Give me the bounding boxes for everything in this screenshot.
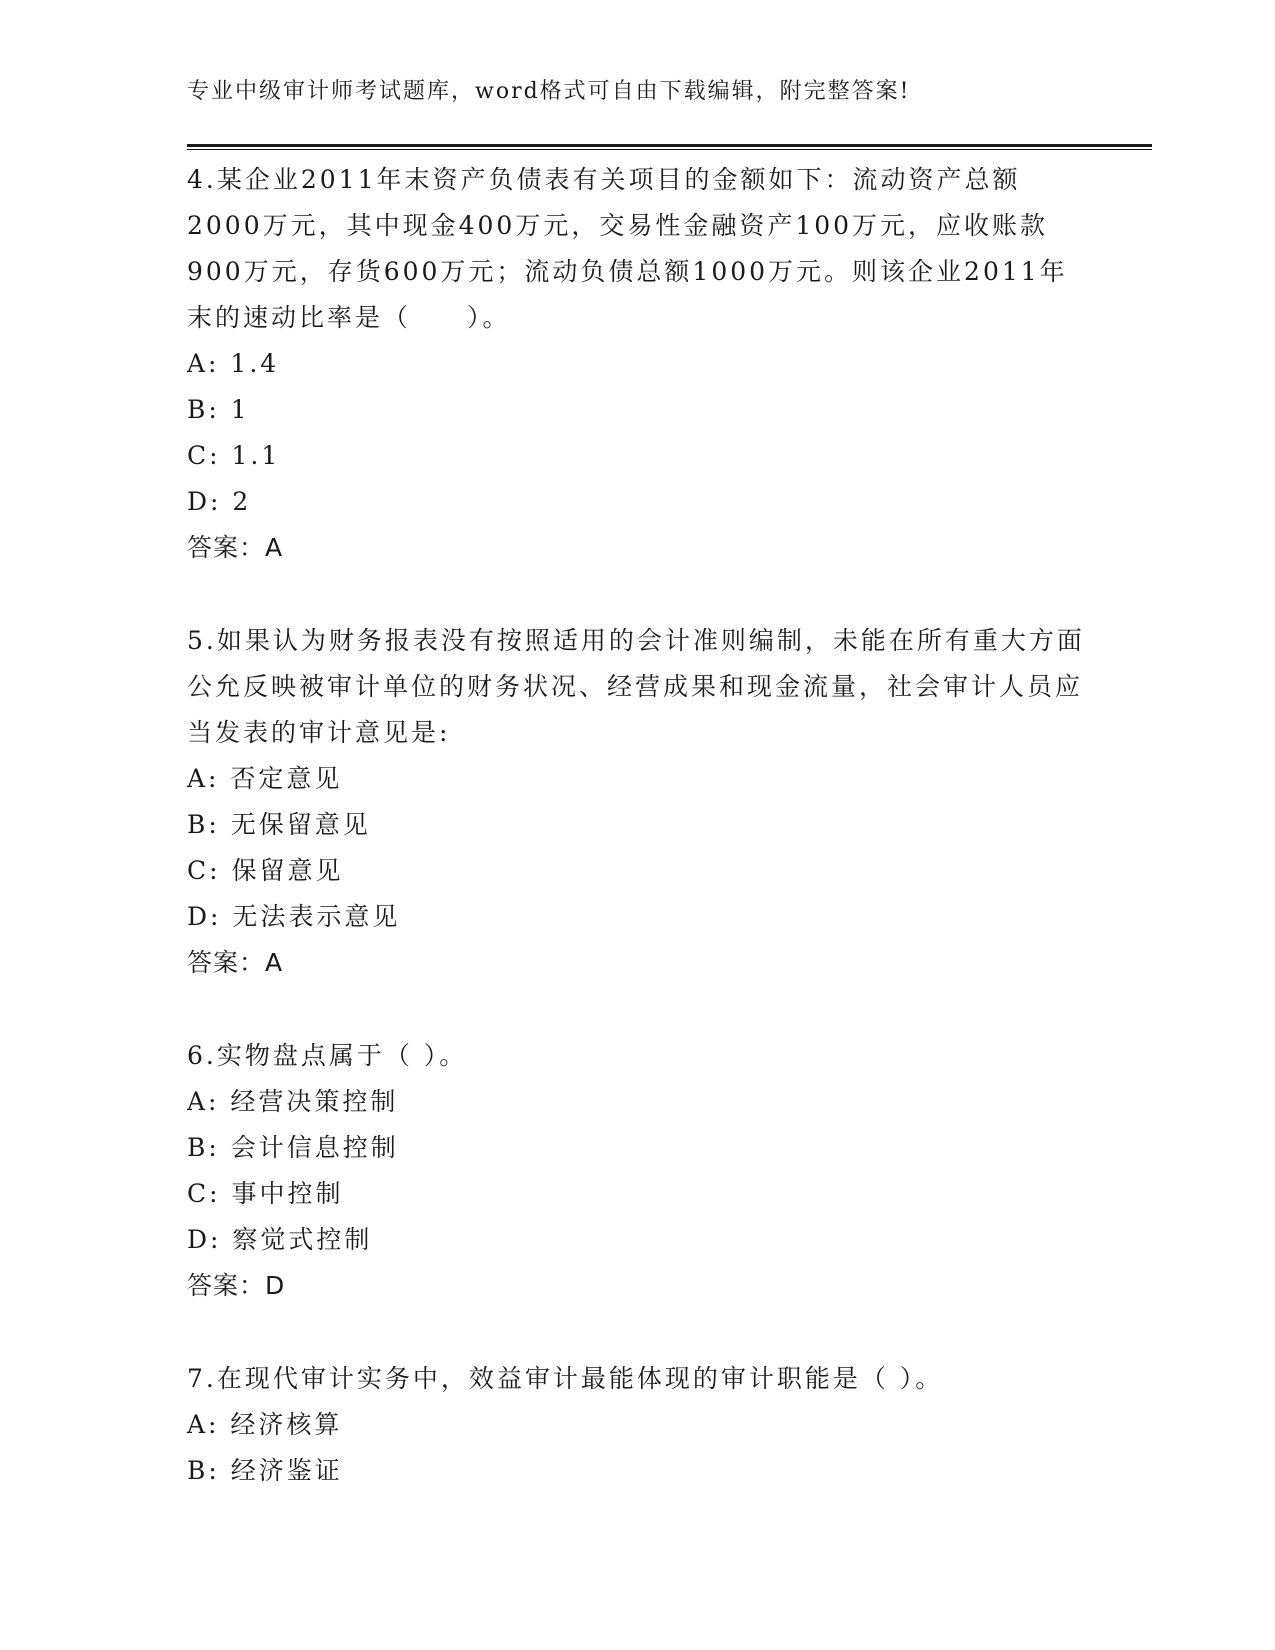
option-d: D: 无法表示意见 [187, 902, 401, 931]
question-stem: 4.某企业2011年末资产负债表有关项目的金额如下：流动资产总额2000万元，其中现金400万元，交易性金融资产100万元，应收账款900万元，存货600万元；流动负债总额1000万元。则该企业2011年末的速动比率是（ ）。 [187, 165, 1068, 332]
option-b: B: 会计信息控制 [187, 1133, 399, 1162]
question-stem: 6.实物盘点属于（ ）。 [187, 1041, 468, 1070]
option-c: C: 保留意见 [187, 856, 344, 885]
option-a: A: 经济核算 [187, 1410, 343, 1439]
question-5 [187, 618, 1152, 986]
option-c: C: 1.1 [187, 441, 281, 470]
option-b: B: 1 [187, 395, 250, 424]
page-header: 专业中级审计师考试题库，word格式可自由下载编辑，附完整答案! [187, 79, 911, 104]
answer: 答案：A [187, 533, 284, 562]
option-a: A: 否定意见 [187, 764, 343, 793]
answer: 答案：A [187, 948, 284, 977]
option-a: A: 1.4 [187, 349, 280, 378]
option-d: D: 2 [187, 487, 252, 516]
question-4 [187, 157, 1152, 571]
option-b: B: 无保留意见 [187, 810, 371, 839]
option-a: A: 经营决策控制 [187, 1087, 399, 1116]
answer: 答案：D [187, 1271, 286, 1300]
header-divider [187, 144, 1152, 150]
option-c: C: 事中控制 [187, 1179, 344, 1208]
option-d: D: 察觉式控制 [187, 1225, 373, 1254]
question-spacer [187, 571, 1152, 618]
question-stem: 5.如果认为财务报表没有按照适用的会计准则编制，未能在所有重大方面公允反映被审计单位的财务状况、经营成果和现金流量，社会审计人员应当发表的审计意见是: [187, 626, 1085, 747]
question-list [187, 157, 1152, 1494]
question-spacer [187, 986, 1152, 1033]
question-7 [187, 1356, 1152, 1494]
question-6 [187, 1033, 1152, 1309]
question-stem: 7.在现代审计实务中，效益审计最能体现的审计职能是（ ）。 [187, 1364, 944, 1393]
question-spacer [187, 1309, 1152, 1356]
option-b: B: 经济鉴证 [187, 1456, 343, 1485]
